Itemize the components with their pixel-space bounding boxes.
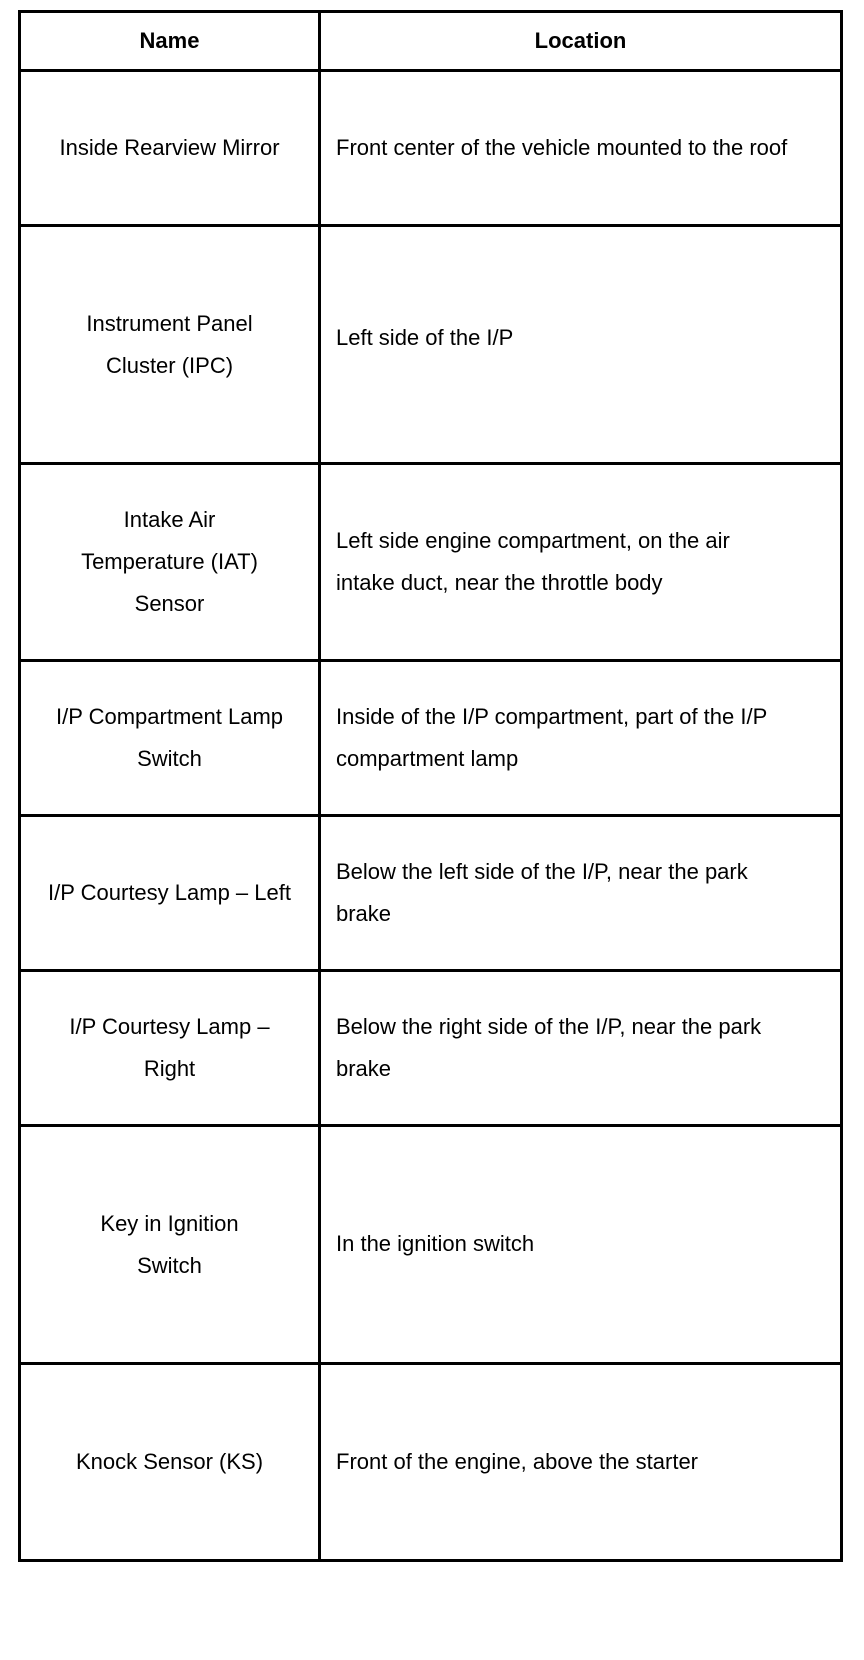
location-cell: Front of the engine, above the starter [320,1364,842,1561]
header-row [20,12,842,71]
location-cell: Inside of the I/P compartment, part of the I/P compartment lamp [320,661,842,816]
component-location-table-wrapper [18,10,840,1562]
table-row [20,1364,842,1561]
location-cell: Below the right side of the I/P, near the park brake [320,971,842,1126]
name-cell: Instrument Panel Cluster (IPC) [20,226,320,464]
name-cell: I/P Compartment Lamp Switch [20,661,320,816]
name-cell: Knock Sensor (KS) [20,1364,320,1561]
name-cell: I/P Courtesy Lamp – Left [20,816,320,971]
table-row [20,1126,842,1364]
location-cell: Left side engine compartment, on the air intake duct, near the throttle body [320,464,842,661]
location-cell: Left side of the I/P [320,226,842,464]
name-cell: I/P Courtesy Lamp – Right [20,971,320,1126]
location-cell: Below the left side of the I/P, near the park brake [320,816,842,971]
component-location-table [18,10,843,1562]
table-row [20,464,842,661]
name-cell: Inside Rearview Mirror [20,71,320,226]
location-cell: In the ignition switch [320,1126,842,1364]
location-cell: Front center of the vehicle mounted to the roof [320,71,842,226]
table-row [20,661,842,816]
column-header-name: Name [20,12,320,71]
table-row [20,226,842,464]
table-row [20,971,842,1126]
name-cell: Intake Air Temperature (IAT) Sensor [20,464,320,661]
table-row [20,816,842,971]
column-header-location: Location [320,12,842,71]
name-cell: Key in Ignition Switch [20,1126,320,1364]
table-row [20,71,842,226]
